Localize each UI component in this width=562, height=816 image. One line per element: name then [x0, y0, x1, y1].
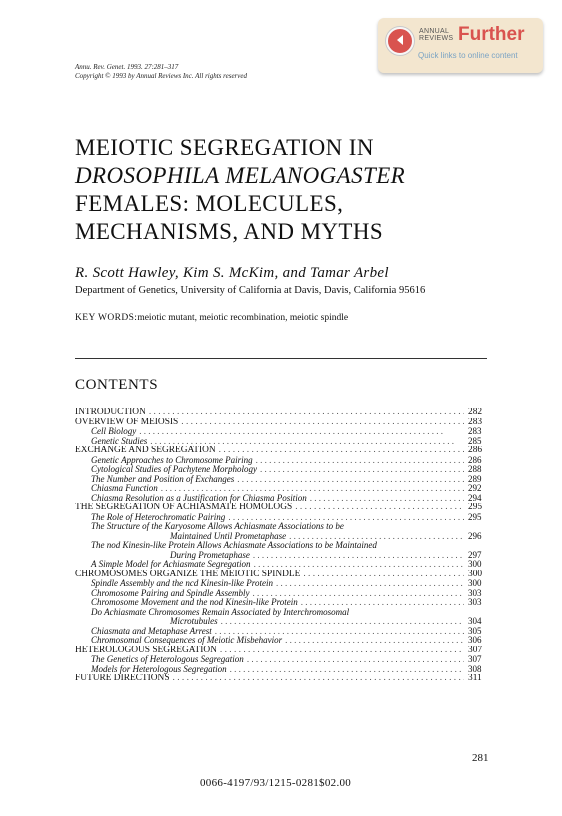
toc-title: Chiasma Resolution as a Justification for Chiasma Position [91, 493, 307, 503]
toc-entry[interactable] [75, 541, 494, 551]
toc-page: 294 [468, 493, 482, 503]
badge-subtitle: Quick links to online content [418, 51, 518, 60]
toc-page: 283 [468, 417, 483, 427]
toc-page: 307 [468, 655, 482, 664]
toc-title: Chromosomal Consequences of Meiotic Misbehavior [91, 636, 283, 645]
toc-entry[interactable] [75, 427, 494, 437]
title-line-1: MEIOTIC SEGREGATION IN [75, 135, 374, 160]
title-line-2: DROSOPHILA MELANOGASTER [75, 163, 406, 188]
toc-entry[interactable] [75, 456, 494, 466]
toc-entry[interactable] [75, 627, 494, 637]
toc-title: Maintained Until Prometaphase [170, 531, 287, 541]
price-code-footer: 0066-4197/93/1215-0281$02.00 [200, 777, 352, 789]
badge-reviews-text: REVIEWS [419, 35, 454, 42]
toc-entry[interactable] [75, 437, 494, 447]
toc-entry[interactable] [75, 560, 494, 570]
toc-title: Do Achiasmate Chromosomes Remain Associated by Interchromosomal [91, 607, 350, 617]
toc-page: 304 [468, 617, 482, 626]
toc-entry[interactable] [75, 608, 494, 618]
toc-entry[interactable] [75, 636, 494, 646]
keywords-text: meiotic mutant, meiotic recombination, meiotic spindle [137, 313, 349, 323]
toc-title: EXCHANGE AND SEGREGATION [75, 446, 216, 455]
toc-page: 305 [468, 626, 482, 636]
toc-entry[interactable] [75, 475, 494, 485]
toc-title: Chiasma Function [91, 484, 158, 493]
toc-page: 297 [468, 550, 482, 560]
toc-entry[interactable] [75, 418, 494, 428]
toc-page: 282 [468, 408, 483, 417]
toc-page: 303 [468, 598, 482, 607]
toc-title: The Structure of the Karyosome Allows Achiasmate Associations to be [91, 522, 344, 531]
toc-title: INTRODUCTION [75, 408, 146, 417]
toc-entry[interactable] [75, 522, 494, 532]
toc-title: OVERVIEW OF MEIOSIS [75, 417, 179, 427]
toc-page: 296 [468, 531, 482, 541]
keywords [75, 313, 348, 323]
toc-page: 295 [468, 512, 482, 522]
toc-title: Chromosome Movement and the nod Kinesin-like Protein [91, 598, 298, 607]
toc-entry[interactable] [75, 617, 494, 627]
citation-line-1: Annu. Rev. Genet. 1993. 27:281–317 [75, 63, 179, 71]
toc-title: Spindle Assembly and the ncd Kinesin-like Protein [91, 579, 273, 588]
toc-entry[interactable] [75, 551, 494, 561]
keywords-label: KEY WORDS: [75, 313, 138, 323]
toc-entry[interactable] [75, 665, 494, 675]
toc-page: 300 [468, 569, 483, 579]
journal-citation [75, 63, 247, 81]
toc-entry[interactable] [75, 532, 494, 542]
toc-page: 308 [468, 664, 482, 674]
toc-entry[interactable] [75, 484, 494, 494]
toc-page: 285 [468, 436, 482, 446]
title-line-3: FEMALES: MOLECULES, [75, 191, 344, 216]
authors: R. Scott Hawley, Kim S. McKim, and Tamar Arbel [75, 265, 389, 281]
toc-entry[interactable] [75, 589, 494, 599]
toc-page: 292 [468, 484, 482, 493]
table-of-contents [75, 408, 494, 684]
toc-entry[interactable] [75, 465, 494, 475]
toc-entry[interactable] [75, 646, 494, 656]
toc-title: Microtubules [170, 617, 218, 626]
toc-title: Cytological Studies of Pachytene Morphology [91, 465, 257, 474]
toc-title: The nod Kinesin-like Protein Allows Achiasmate Associations to be Maintained [91, 541, 377, 550]
toc-page: 311 [468, 674, 482, 683]
toc-page: 286 [468, 455, 482, 465]
toc-page: 300 [468, 579, 482, 588]
contents-heading: CONTENTS [75, 377, 159, 393]
toc-entry[interactable] [75, 655, 494, 665]
annual-reviews-further-badge[interactable] [378, 18, 543, 73]
toc-title: FUTURE DIRECTIONS [75, 674, 170, 683]
section-divider [75, 358, 487, 359]
toc-title: HETEROLOGOUS SEGREGATION [75, 645, 217, 655]
toc-title: Models for Heterologous Segregation [91, 664, 227, 674]
toc-entry[interactable] [75, 598, 494, 608]
toc-title: The Genetics of Heterologous Segregation [91, 655, 244, 664]
toc-page: 295 [468, 503, 483, 512]
toc-title: Genetic Approaches to Chromosome Pairing [91, 455, 253, 465]
toc-page: 289 [468, 474, 482, 484]
play-arrow-icon [386, 27, 414, 55]
toc-page: 286 [468, 446, 483, 455]
toc-title: CHROMOSOMES ORGANIZE THE MEIOTIC SPINDLE [75, 569, 301, 579]
toc-title: A Simple Model for Achiasmate Segregation [91, 560, 251, 569]
toc-title: THE SEGREGATION OF ACHIASMATE HOMOLOGS [75, 503, 293, 512]
toc-page: 288 [468, 465, 482, 474]
toc-page: 306 [468, 636, 482, 645]
affiliation: Department of Genetics, University of California at Davis, Davis, California 95616 [75, 285, 426, 296]
toc-title: Chromosome Pairing and Spindle Assembly [91, 588, 250, 598]
toc-title: Genetic Studies [91, 436, 148, 446]
toc-page: 283 [468, 427, 482, 436]
toc-entry[interactable] [75, 674, 494, 684]
badge-publisher-label [419, 28, 453, 42]
toc-title: The Role of Heterochromatic Pairing [91, 512, 226, 522]
toc-page: 307 [468, 645, 483, 655]
badge-further-text: Further [458, 24, 525, 45]
citation-line-2: Copyright © 1993 by Annual Reviews Inc. All rights reserved [75, 72, 247, 80]
toc-page: 303 [468, 588, 482, 598]
toc-entry[interactable] [75, 494, 494, 504]
article-title [75, 134, 515, 246]
toc-title: The Number and Position of Exchanges [91, 474, 235, 484]
title-line-4: MECHANISMS, AND MYTHS [75, 219, 384, 244]
toc-entry[interactable] [75, 513, 494, 523]
toc-entry[interactable] [75, 570, 494, 580]
toc-title: Chiasmata and Metaphase Arrest [91, 626, 212, 636]
page-number: 281 [472, 752, 489, 764]
toc-entry[interactable] [75, 446, 494, 456]
badge-annual-text: ANNUAL [419, 28, 450, 35]
toc-title: Cell Biology [91, 427, 137, 436]
toc-entry[interactable] [75, 503, 494, 513]
toc-entry[interactable] [75, 579, 494, 589]
toc-title: During Prometaphase [170, 550, 250, 560]
toc-entry[interactable] [75, 408, 494, 418]
toc-page: 300 [468, 560, 482, 569]
